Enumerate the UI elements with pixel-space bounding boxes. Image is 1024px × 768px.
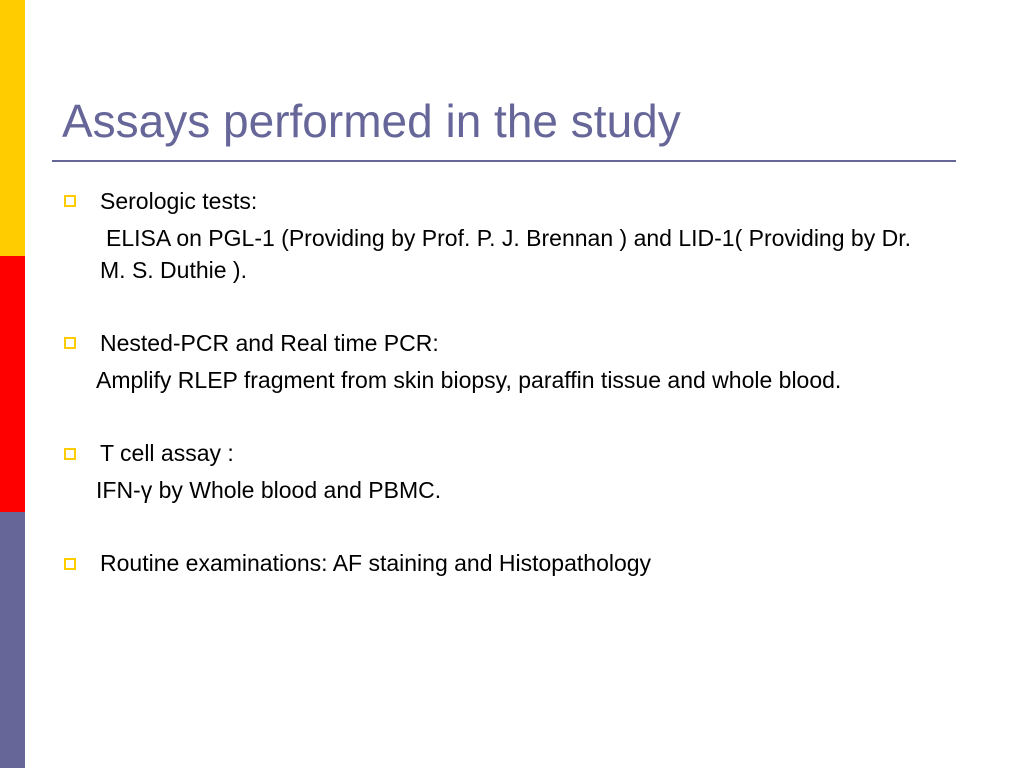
- side-bar-yellow: [0, 0, 25, 256]
- bullet-heading-serologic: Serologic tests:: [100, 188, 258, 214]
- square-bullet-icon: [64, 337, 76, 349]
- square-bullet-icon: [64, 558, 76, 570]
- square-bullet-icon: [64, 195, 76, 207]
- bullet-detail-serologic: ELISA on PGL-1 (Providing by Prof. P. J. Brennan ) and LID-1( Providing by Dr. M. S. Duthie ).: [100, 225, 911, 283]
- bullet-detail-tcell: IFN-γ by Whole blood and PBMC.: [96, 477, 442, 503]
- bullet-heading-pcr: Nested-PCR and Real time PCR:: [100, 330, 439, 356]
- title-underline: [52, 160, 956, 162]
- side-bar-blue: [0, 512, 25, 768]
- side-bar-red: [0, 256, 25, 512]
- bullet-heading-routine: Routine examinations: AF staining and Histopathology: [100, 550, 652, 576]
- bullet-heading-tcell: T cell assay :: [100, 440, 234, 466]
- slide-title: Assays performed in the study: [62, 95, 681, 147]
- bullet-detail-pcr: Amplify RLEP fragment from skin biopsy, paraffin tissue and whole blood.: [96, 367, 842, 393]
- square-bullet-icon: [64, 448, 76, 460]
